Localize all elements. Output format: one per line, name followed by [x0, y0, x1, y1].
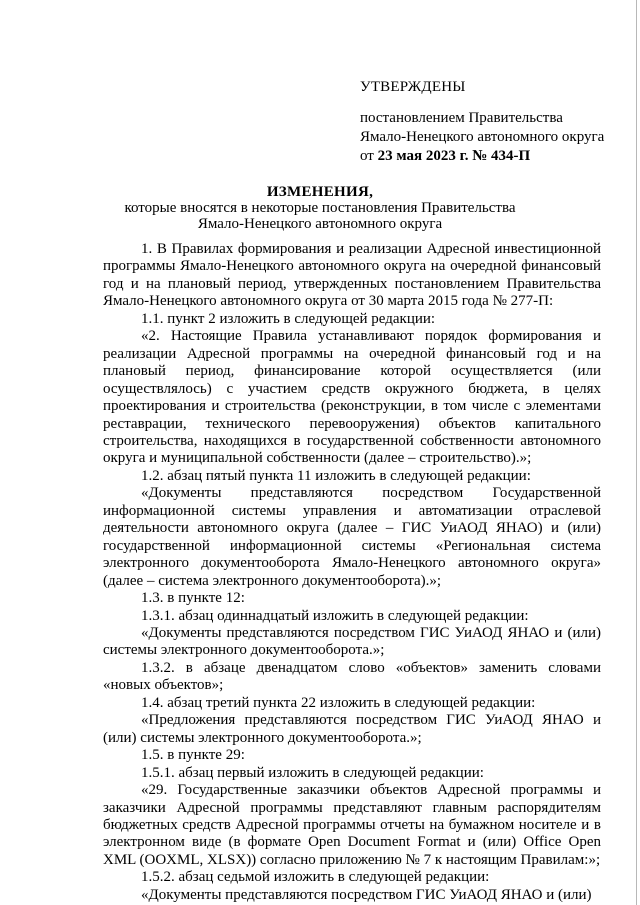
paragraph: 1.5. в пункте 29: [141, 747, 245, 764]
approval-line-1: постановлением Правительства [360, 110, 563, 126]
approval-prefix: от [360, 148, 378, 164]
paragraph: 1. В Правилах формирования и реализации Адресной инвестиционной программы Ямало-Ненецкого автономного округа на очередной финансовый год и на плановый период, утвержденных постановлением Правительства Ямало-Ненецкого автономного округа от 30 марта 2015 года № 277-П: [103, 241, 601, 310]
paragraph: «Документы представляются посредством ГИС УиАОД ЯНАО и (или) [141, 886, 592, 903]
paragraph: «29. Государственные заказчики объектов Адресной программы и заказчики Адресной программы представляют главным распорядителям бюджетных средств Адресной программы отчеты на бумажном носителе и в электронном виде (в формате Open Document Format и (или) Office Open XML (OOXML, XLSX)) согласно приложению № 7 к настоящим Правилам:»; [103, 782, 601, 868]
paragraph: 1.1. пункт 2 изложить в следующей редакции: [141, 310, 436, 327]
paragraph: «Предложения представляются посредством ГИС УиАОД ЯНАО и (или) системы электронного документооборота.»; [103, 712, 601, 746]
paragraph: «2. Настоящие Правила устанавливают порядок формирования и реализации Адресной программы на очередной финансовый год и на плановый период, финансирование которой осуществляется (или осуществлялось) с участием средств окружного бюджета, в целях проектирования и строительства (реконструкции, в том числе с элементами реставрации, технического перевооружения) объектов капитального строительства, находящихся в государственной собственности автономного округа и муниципальной собственности (далее – строительство).»; [103, 328, 601, 467]
paragraph: «Документы представляются посредством Государственной информационной системы управления и автоматизации отраслевой деятельности автономного округа (далее – ГИС УиАОД ЯНАО) и (или) государственной информационной системы «Региональная система электронного документооборота Ямало-Ненецкого автономного округа» (далее – система электронного документооборота).»; [103, 485, 601, 589]
document-heading [0, 184, 640, 232]
paragraph: 1.3.2. в абзаце двенадцатом слово «объектов» заменить словами «новых объектов»; [103, 659, 601, 694]
paragraph: 1.5.2. абзац седьмой изложить в следующей редакции: [141, 869, 490, 886]
heading-title: ИЗМЕНЕНИЯ, [266, 184, 374, 200]
approval-title: УТВЕРЖДЕНЫ [360, 79, 466, 95]
approval-block [360, 78, 604, 166]
paragraph: 1.3.1. абзац одиннадцатый изложить в следующей редакции: [141, 607, 529, 624]
document-body [103, 241, 601, 904]
paragraph: 1.3. в пункте 12: [141, 590, 245, 607]
paragraph: 1.5.1. абзац первый изложить в следующей редакции: [141, 764, 484, 781]
approval-date-line [360, 147, 604, 166]
paragraph: 1.2. абзац пятый пункта 11 изложить в следующей редакции: [141, 467, 531, 484]
heading-line-1: которые вносятся в некоторые постановления Правительства [124, 200, 516, 216]
paragraph: «Документы представляются посредством ГИС УиАОД ЯНАО и (или) системы электронного документооборота.»; [103, 624, 601, 659]
approval-date-number: 23 мая 2023 г. № 434-П [377, 148, 531, 164]
page-edge [636, 0, 637, 905]
heading-line-2: Ямало-Ненецкого автономного округа [197, 216, 443, 232]
paragraph: 1.4. абзац третий пункта 22 изложить в следующей редакции: [141, 694, 536, 711]
approval-line-2: Ямало-Ненецкого автономного округа [360, 129, 605, 145]
